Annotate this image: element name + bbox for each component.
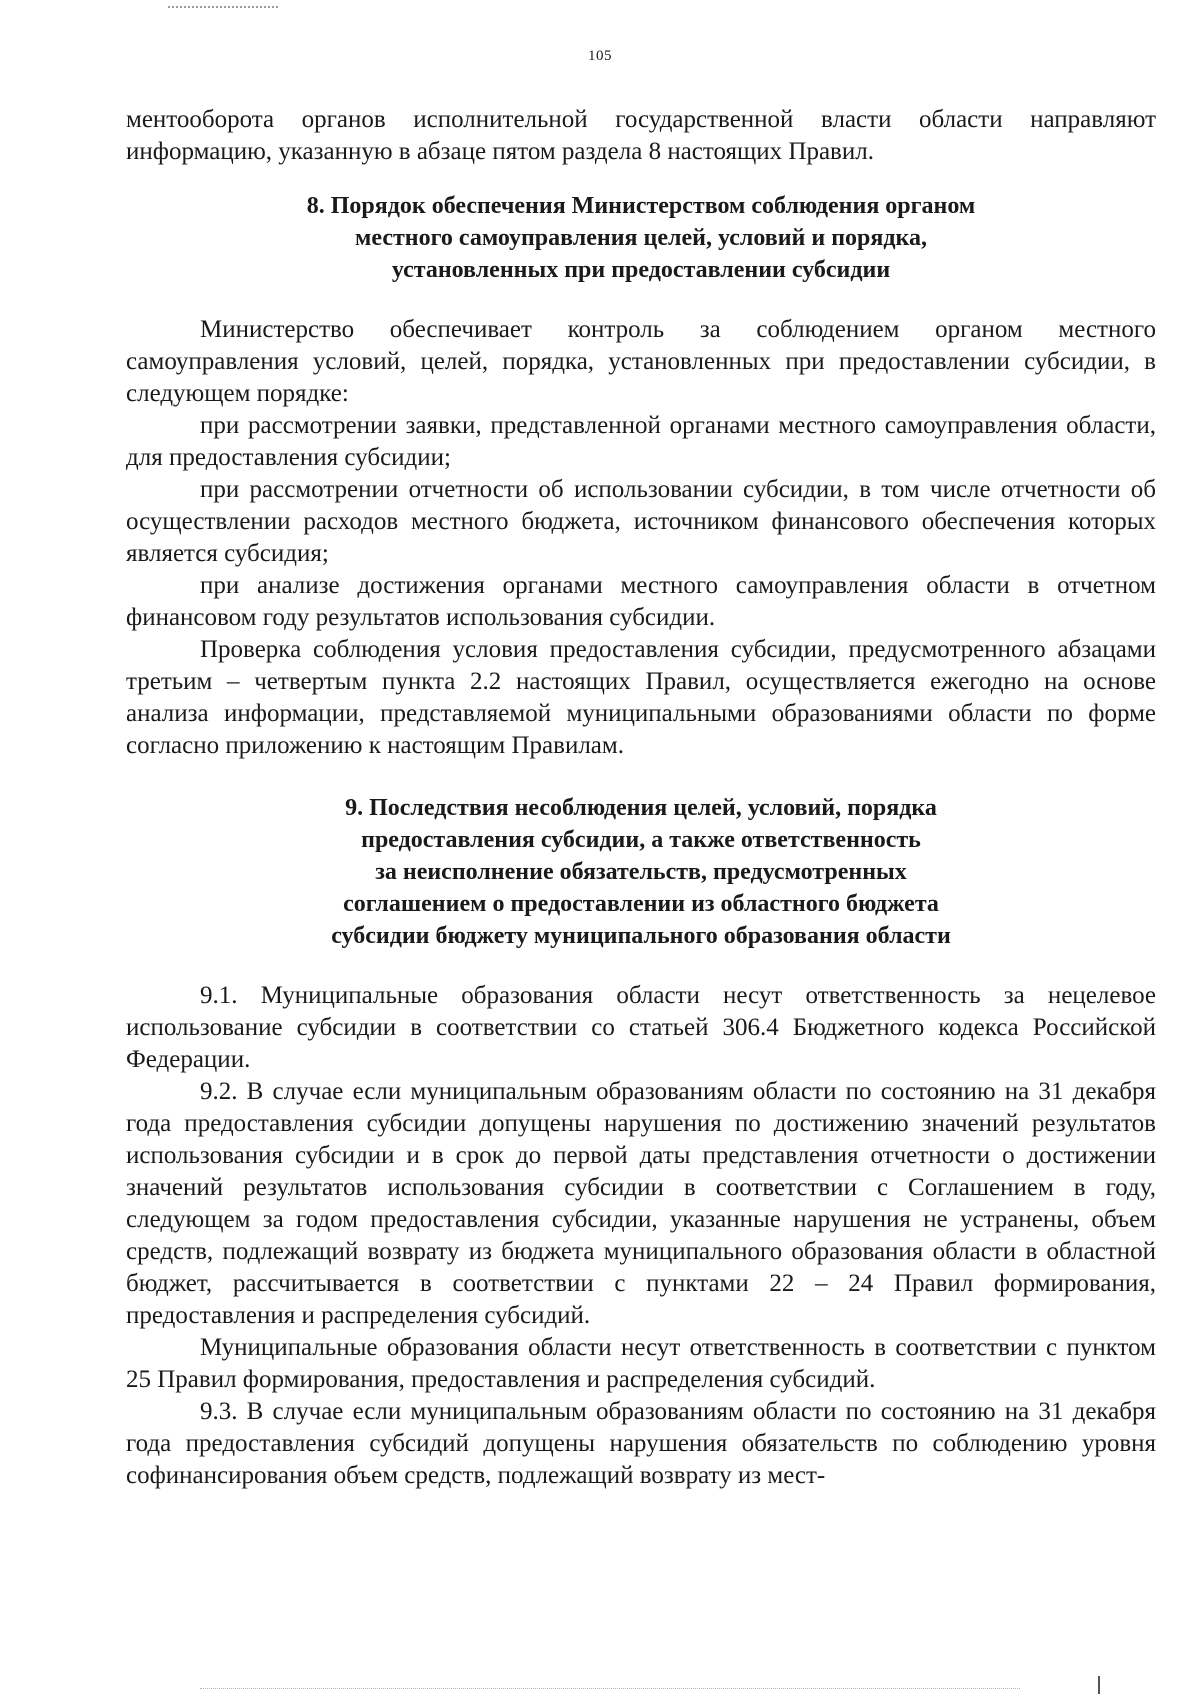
page-number: 105 — [588, 48, 612, 64]
heading-line: 8. Порядок обеспечения Министерством соблюдения органом — [306, 193, 976, 219]
heading-line: местного самоуправления целей, условий и порядка, — [355, 225, 927, 251]
section-9-heading — [126, 792, 1156, 952]
heading-line: субсидии бюджету муниципального образования области — [331, 923, 951, 949]
section-8-paragraph: Проверка соблюдения условия предоставления субсидии, предусмотренного абзацами третьим – четвертым пункта 2.2 настоящих Правил, осуществляется ежегодно на основе анализа информации, представляемой муниципальными образованиями области по форме согласно приложению к настоящим Правилам. — [126, 636, 1156, 759]
document-body — [126, 104, 1156, 1492]
heading-line: за неисполнение обязательств, предусмотренных — [375, 859, 907, 885]
scan-artifact — [1098, 1676, 1100, 1694]
section-9-paragraph: 9.1. Муниципальные образования области несут ответственность за нецелевое использование субсидии в соответствии со статьей 306.4 Бюджетного кодекса Российской Федерации. — [126, 982, 1156, 1073]
heading-line: установленных при предоставлении субсидии — [391, 257, 891, 283]
heading-line: предоставления субсидии, а также ответственность — [361, 827, 921, 853]
intro-paragraph: ментооборота органов исполнительной государственной власти области направляют информацию, указанную в абзаце пятом раздела 8 настоящих Правил. — [126, 106, 1156, 165]
section-9-paragraph: Муниципальные образования области несут ответственность в соответствии с пунктом 25 Правил формирования, предоставления и распределения субсидий. — [126, 1334, 1156, 1393]
section-8-paragraph: Министерство обеспечивает контроль за соблюдением органом местного самоуправления условий, целей, порядка, установленных при предоставлении субсидии, в следующем порядке: — [126, 316, 1156, 407]
heading-line: соглашением о предоставлении из областного бюджета — [343, 891, 939, 917]
section-9-paragraph: 9.2. В случае если муниципальным образованиям области по состоянию на 31 декабря года предоставления субсидии допущены нарушения по достижению значений результатов использования субсидии и в срок до первой даты представления отчетности о достижении значений результатов использования субсидии в соответствии с Соглашением в году, следующем за годом предоставления субсидии, указанные нарушения не устранены, объем средств, подлежащий возврату из бюджета муниципального образования области в областной бюджет, рассчитывается в соответствии с пунктами 22 – 24 Правил формирования, предоставления и распределения субсидий. — [126, 1078, 1156, 1329]
section-8-paragraph: при рассмотрении заявки, представленной органами местного самоуправления области, для предоставления субсидии; — [126, 412, 1156, 471]
section-8-paragraph: при рассмотрении отчетности об использовании субсидии, в том числе отчетности об осуществлении расходов местного бюджета, источником финансового обеспечения которых является субсидия; — [126, 476, 1156, 567]
scan-artifact — [168, 0, 278, 8]
scan-artifact — [200, 1688, 1020, 1691]
heading-line: 9. Последствия несоблюдения целей, условий, порядка — [345, 795, 937, 821]
section-8-paragraph: при анализе достижения органами местного самоуправления области в отчетном финансовом году результатов использования субсидии. — [126, 572, 1156, 631]
section-8-heading — [126, 190, 1156, 286]
section-9-paragraph: 9.3. В случае если муниципальным образованиям области по состоянию на 31 декабря года предоставления субсидий допущены нарушения обязательств по соблюдению уровня софинансирования объем средств, подлежащий возврату из мест- — [126, 1398, 1156, 1489]
